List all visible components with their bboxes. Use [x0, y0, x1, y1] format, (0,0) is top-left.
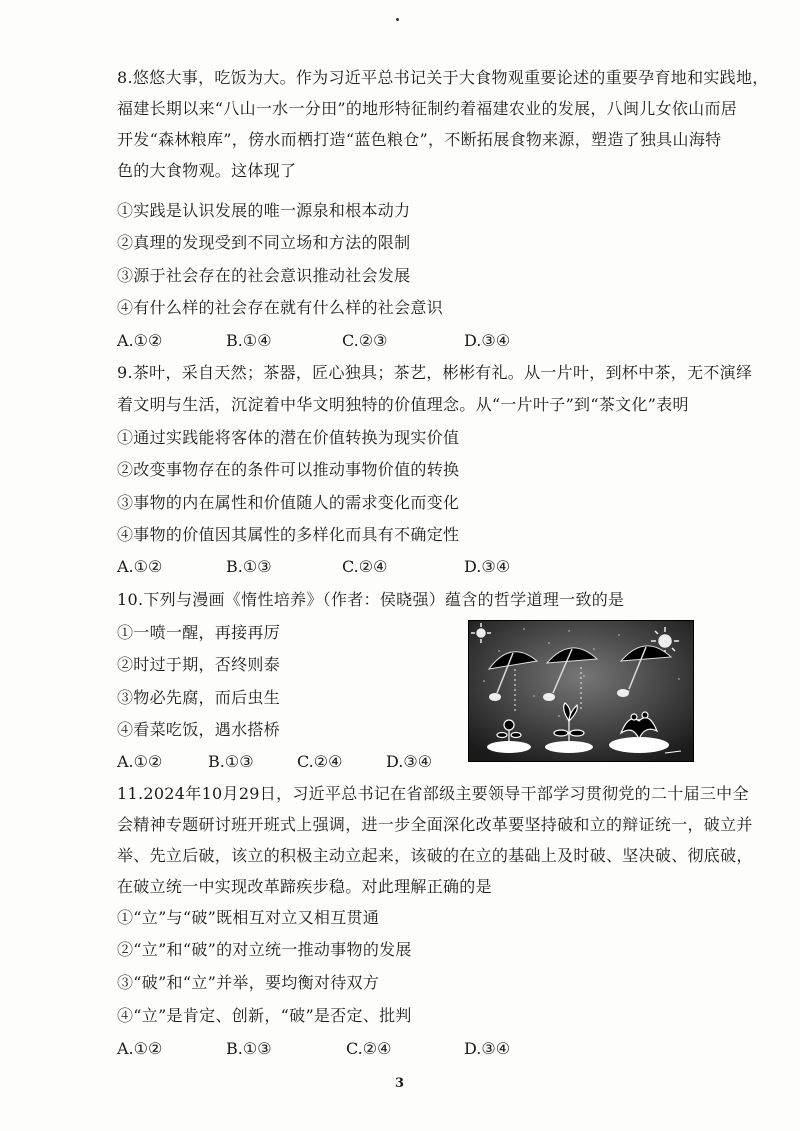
q11-stem-line-2: 会精神专题研讨班开班式上强调，进一步全面深化改革要坚持破和立的辩证统一，破立并 [117, 815, 753, 834]
q8-option-c[interactable]: C.②③ [342, 331, 388, 350]
q11-statement-2: ②“立”和“破”的对立统一推动事物的发展 [117, 940, 412, 959]
q10-option-b[interactable]: B.①③ [208, 752, 254, 771]
q8-statement-2: ②真理的发现受到不同立场和方法的限制 [117, 233, 411, 252]
q8-stem-line-3: 开发“森林粮库”，傍水而栖打造“蓝色粮仓”，不断拓展食物来源，塑造了独具山海特 [117, 130, 722, 149]
page-mark [396, 18, 399, 21]
q8-option-b[interactable]: B.①④ [226, 331, 272, 350]
q11-option-b[interactable]: B.①③ [226, 1039, 272, 1058]
q10-statement-1: ①一喷一醒，再接再厉 [117, 623, 281, 642]
q8-stem-line-2: 福建长期以来“八山一水一分田”的地形特征制约着福建农业的发展，八闽儿女依山而居 [117, 99, 738, 118]
q11-statement-1: ①“立”与“破”既相互对立又相互贯通 [117, 908, 380, 927]
q10-statement-3: ③物必先腐，而后虫生 [117, 688, 281, 707]
q9-option-d[interactable]: D.③④ [464, 557, 511, 576]
cartoon-image [468, 620, 694, 762]
q11-stem-line-1: 11.2024年10月29日，习近平总书记在省部级主要领导干部学习贯彻党的二十届三中全 [117, 784, 749, 803]
q10-option-c[interactable]: C.②④ [297, 752, 343, 771]
q10-statement-2: ②时过于期，否终则泰 [117, 655, 281, 674]
q10-stem-line-1: 10.下列与漫画《惰性培养》（作者：侯晓强）蕴含的哲学道理一致的是 [117, 590, 625, 609]
q11-option-c[interactable]: C.②④ [346, 1039, 392, 1058]
q9-option-c[interactable]: C.②④ [342, 557, 388, 576]
q9-statement-3: ③事物的内在属性和价值随人的需求变化而变化 [117, 493, 460, 512]
q9-statement-2: ②改变事物存在的条件可以推动事物价值的转换 [117, 460, 460, 479]
q8-statement-4: ④有什么样的社会存在就有什么样的社会意识 [117, 298, 444, 317]
q8-statement-3: ③源于社会存在的社会意识推动社会发展 [117, 266, 411, 285]
q11-stem-line-4: 在破立统一中实现改革蹄疾步稳。对此理解正确的是 [117, 877, 492, 896]
q9-statement-4: ④事物的价值因其属性的多样化而具有不确定性 [117, 525, 460, 544]
q11-stem-line-3: 举、先立后破，该立的积极主动立起来，该破的在立的基础上及时破、坚决破、彻底破， [117, 846, 753, 865]
q11-statement-4: ④“立”是肯定、创新，“破”是否定、批判 [117, 1006, 412, 1025]
q10-option-d[interactable]: D.③④ [386, 752, 433, 771]
q8-option-a[interactable]: A.①② [117, 331, 163, 350]
q8-option-d[interactable]: D.③④ [464, 331, 511, 350]
q10-statement-4: ④看菜吃饭，遇水搭桥 [117, 720, 281, 739]
q9-stem-line-1: 9.茶叶，采自天然；茶器，匠心独具；茶艺，彬彬有礼。从一片叶，到杯中茶，无不演绎 [117, 363, 753, 382]
cartoon-drawing [469, 621, 693, 761]
page-number: 3 [395, 1076, 405, 1091]
q9-option-a[interactable]: A.①② [117, 557, 163, 576]
q9-stem-line-2: 着文明与生活，沉淀着中华文明独特的价值理念。从“一片叶子”到“茶文化”表明 [117, 395, 689, 414]
q8-statement-1: ①实践是认识发展的唯一源泉和根本动力 [117, 201, 411, 220]
q11-option-d[interactable]: D.③④ [464, 1039, 511, 1058]
q8-stem-line-4: 色的大食物观。这体现了 [117, 161, 297, 180]
q9-statement-1: ①通过实践能将客体的潜在价值转换为现实价值 [117, 428, 460, 447]
q10-option-a[interactable]: A.①② [117, 752, 163, 771]
q11-option-a[interactable]: A.①② [117, 1039, 163, 1058]
q9-option-b[interactable]: B.①③ [226, 557, 272, 576]
q8-stem-line-1: 8.悠悠大事，吃饭为大。作为习近平总书记关于大食物观重要论述的重要孕育地和实践地， [117, 68, 769, 87]
q11-statement-3: ③“破”和“立”并举，要均衡对待双方 [117, 973, 380, 992]
